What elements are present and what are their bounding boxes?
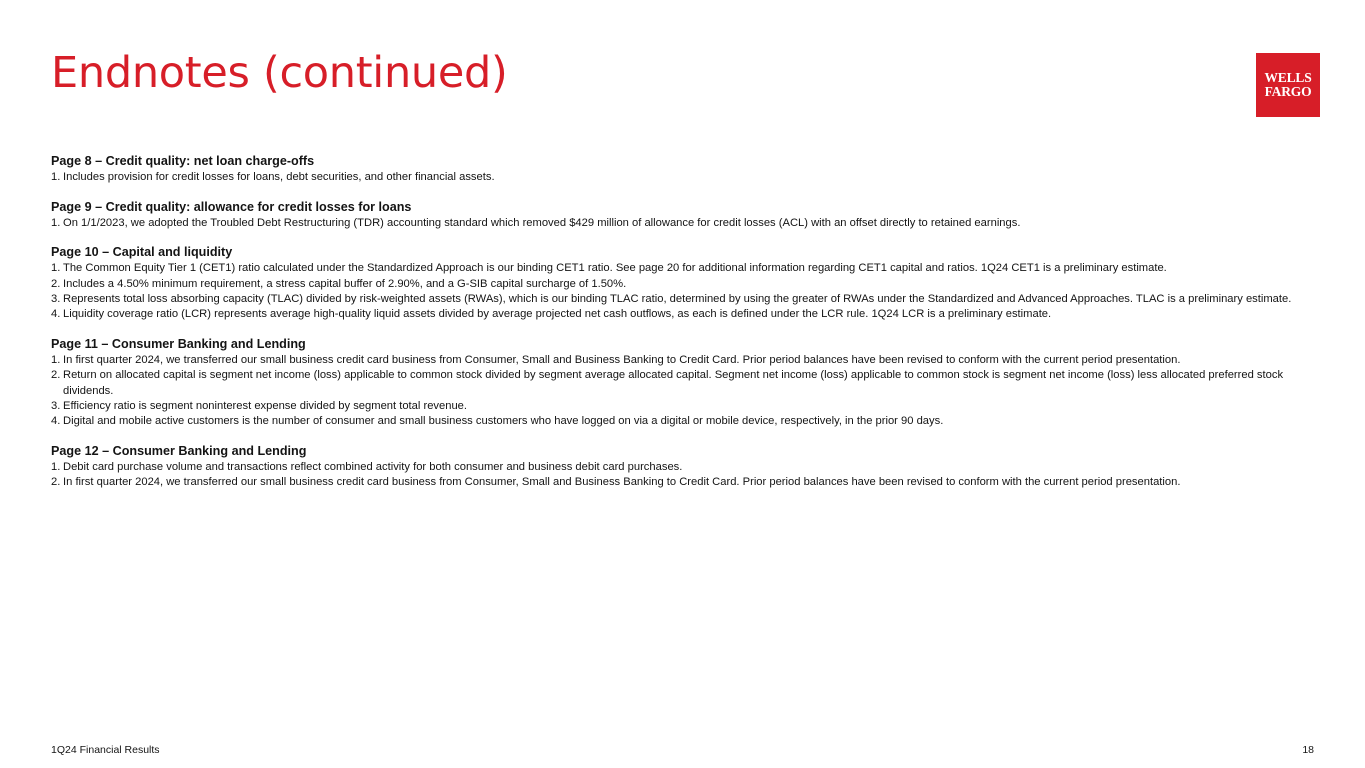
endnote-number: 4. — [51, 415, 61, 428]
section-heading: Page 11 – Consumer Banking and Lending — [51, 337, 306, 352]
endnote-item — [51, 216, 1326, 231]
endnote-number: 1. — [51, 354, 61, 367]
endnote-item — [51, 292, 1326, 307]
section-heading: Page 8 – Credit quality: net loan charge-offs — [51, 154, 315, 168]
section-heading: Page 10 – Capital and liquidity — [51, 245, 233, 260]
logo-line-1: WELLS — [1264, 70, 1312, 85]
logo-line-2: FARGO — [1264, 84, 1312, 99]
endnote-item — [51, 170, 1326, 185]
endnote-text: Return on allocated capital is segment net income (loss) applicable to common stock divided by segment average allocated capital. Segment net income (loss) applicable to common stock is segment net income (loss) less allocated preferred stock dividends. — [63, 369, 1284, 397]
endnote-item — [51, 277, 1326, 292]
wells-fargo-logo — [1256, 53, 1320, 117]
endnote-item — [51, 399, 1326, 414]
endnote-section-page-9 — [51, 199, 1326, 231]
endnote-number: 1. — [51, 171, 61, 183]
endnote-text: Digital and mobile active customers is the number of consumer and small business customers who have logged on via a digital or mobile device, respectively, in the prior 90 days. — [63, 415, 944, 428]
endnote-item — [51, 460, 1326, 475]
endnotes-body — [51, 153, 1326, 505]
endnote-text: Efficiency ratio is segment noninterest expense divided by segment total revenue. — [63, 399, 468, 412]
page-number: 18 — [1302, 744, 1314, 756]
endnote-section-page-12 — [51, 443, 1326, 490]
endnote-item — [51, 261, 1326, 276]
endnote-number: 4. — [51, 308, 61, 321]
endnote-text: Includes a 4.50% minimum requirement, a stress capital buffer of 2.90%, and a G-SIB capital surcharge of 1.50%. — [63, 277, 627, 290]
section-heading: Page 9 – Credit quality: allowance for credit losses for loans — [51, 200, 412, 215]
endnote-number: 2. — [51, 369, 61, 382]
endnote-number: 2. — [51, 476, 61, 489]
footer-report-title: 1Q24 Financial Results — [51, 744, 160, 756]
endnote-number: 1. — [51, 262, 61, 275]
section-heading: Page 12 – Consumer Banking and Lending — [51, 444, 307, 459]
endnote-section-page-11 — [51, 336, 1326, 429]
page-title: Endnotes (continued) — [51, 48, 508, 98]
endnote-item — [51, 353, 1326, 368]
endnote-text: In first quarter 2024, we transferred our small business credit card business from Consumer, Small and Business Banking to Credit Card. Prior period balances have been revised to conform with the current period presentation. — [63, 476, 1181, 489]
endnote-text: Liquidity coverage ratio (LCR) represents average high-quality liquid assets divided by average projected net cash outflows, as each is defined under the LCR rule. 1Q24 LCR is a preliminary estimate. — [63, 308, 1052, 321]
endnote-section-page-8 — [51, 153, 1326, 185]
endnote-number: 3. — [51, 399, 61, 412]
endnote-section-page-10 — [51, 244, 1326, 322]
endnote-text: Debit card purchase volume and transactions reflect combined activity for both consumer and business debit card purchases. — [63, 461, 683, 474]
endnote-text: The Common Equity Tier 1 (CET1) ratio calculated under the Standardized Approach is our binding CET1 ratio. See page 20 for additional information regarding CET1 capital and ratios. 1Q24 CET1 is a preliminary estimate. — [63, 262, 1167, 275]
endnote-item — [51, 368, 1326, 398]
endnote-number: 1. — [51, 217, 61, 230]
endnote-text: In first quarter 2024, we transferred our small business credit card business from Consumer, Small and Business Banking to Credit Card. Prior period balances have been revised to conform with the current period presentation. — [63, 354, 1181, 367]
endnote-text: Represents total loss absorbing capacity (TLAC) divided by risk-weighted assets (RWAs), which is our binding TLAC ratio, determined by using the greater of RWAs under the Standardized and Advanced Approaches. TLAC is a preliminary estimate. — [63, 292, 1292, 305]
endnote-text: On 1/1/2023, we adopted the Troubled Debt Restructuring (TDR) accounting standard which removed $429 million of allowance for credit losses (ACL) with an offset directly to retained earnings. — [63, 217, 1021, 230]
endnote-number: 2. — [51, 277, 61, 290]
endnote-item — [51, 414, 1326, 429]
endnote-number: 3. — [51, 292, 61, 305]
endnote-text: Includes provision for credit losses for loans, debt securities, and other financial assets. — [63, 171, 495, 183]
endnote-item — [51, 475, 1326, 490]
endnote-item — [51, 307, 1326, 322]
endnote-number: 1. — [51, 461, 61, 474]
